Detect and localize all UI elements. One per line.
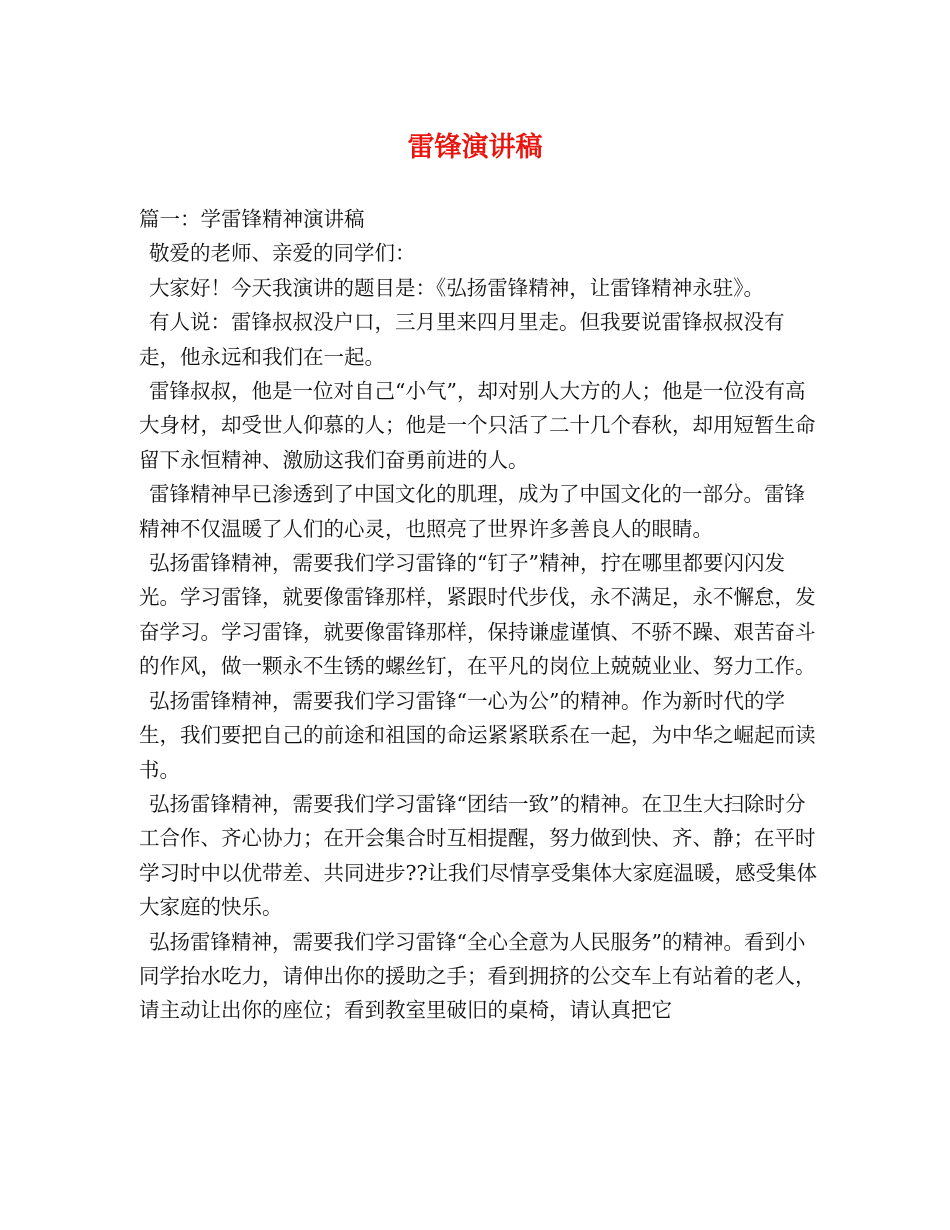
paragraph-8: 弘扬雷锋精神，需要我们学习雷锋“团结一致”的精神。在卫生大扫除时分工合作、齐心协力；在开会集合时互相提醒，努力做到快、齐、静；在平时学习时中以优带差、共同进步??让我们尽情享受集体大家庭温暖，感受集体大家庭的快乐。: [139, 791, 817, 920]
paragraph-5: 雷锋精神早已渗透到了中国文化的肌理，成为了中国文化的一部分。雷锋精神不仅温暖了人们的心灵，也照亮了世界许多善良人的眼睛。: [139, 482, 805, 541]
section-heading: 篇一：学雷锋精神演讲稿: [139, 207, 365, 231]
document-title: 雷锋演讲稿: [407, 132, 543, 163]
paragraph-9: 弘扬雷锋精神，需要我们学习雷锋“全心全意为人民服务”的精神。看到小同学抬水吃力，请伸出你的援助之手；看到拥挤的公交车上有站着的老人，请主动让出你的座位；看到教室里破旧的桌椅，请认真把它: [139, 929, 816, 1023]
paragraph-7: 弘扬雷锋精神，需要我们学习雷锋“一心为公”的精神。作为新时代的学生，我们要把自己的前途和祖国的命运紧紧联系在一起，为中华之崛起而读书。: [139, 688, 816, 782]
document-body: [139, 202, 817, 1028]
paragraph-greeting: 大家好！今天我演讲的题目是：《弘扬雷锋精神，让雷锋精神永驻》。: [149, 275, 764, 300]
paragraph-3: 有人说：雷锋叔叔没户口，三月里来四月里走。但我要说雷锋叔叔没有走，他永远和我们在一起。: [139, 310, 785, 369]
paragraph-6: 弘扬雷锋精神，需要我们学习雷锋的“钉子”精神，拧在哪里都要闪闪发光。学习雷锋，就要像雷锋那样，紧跟时代步伐，永不满足，永不懈怠，发奋学习。学习雷锋，就要像雷锋那样，保持谦虚谨慎、不骄不躁、艰苦奋斗的作风，做一颗永不生锈的螺丝钉，在平凡的岗位上兢兢业业、努力工作。: [139, 551, 816, 679]
paragraph-4: 雷锋叔叔，他是一位对自己“小气”，却对别人大方的人；他是一位没有高大身材，却受世人仰慕的人；他是一个只活了二十几个春秋，却用短暂生命留下永恒精神、激励这我们奋勇前进的人。: [139, 379, 816, 472]
paragraph-salutation: 敬爱的老师、亲爱的同学们：: [149, 241, 416, 266]
